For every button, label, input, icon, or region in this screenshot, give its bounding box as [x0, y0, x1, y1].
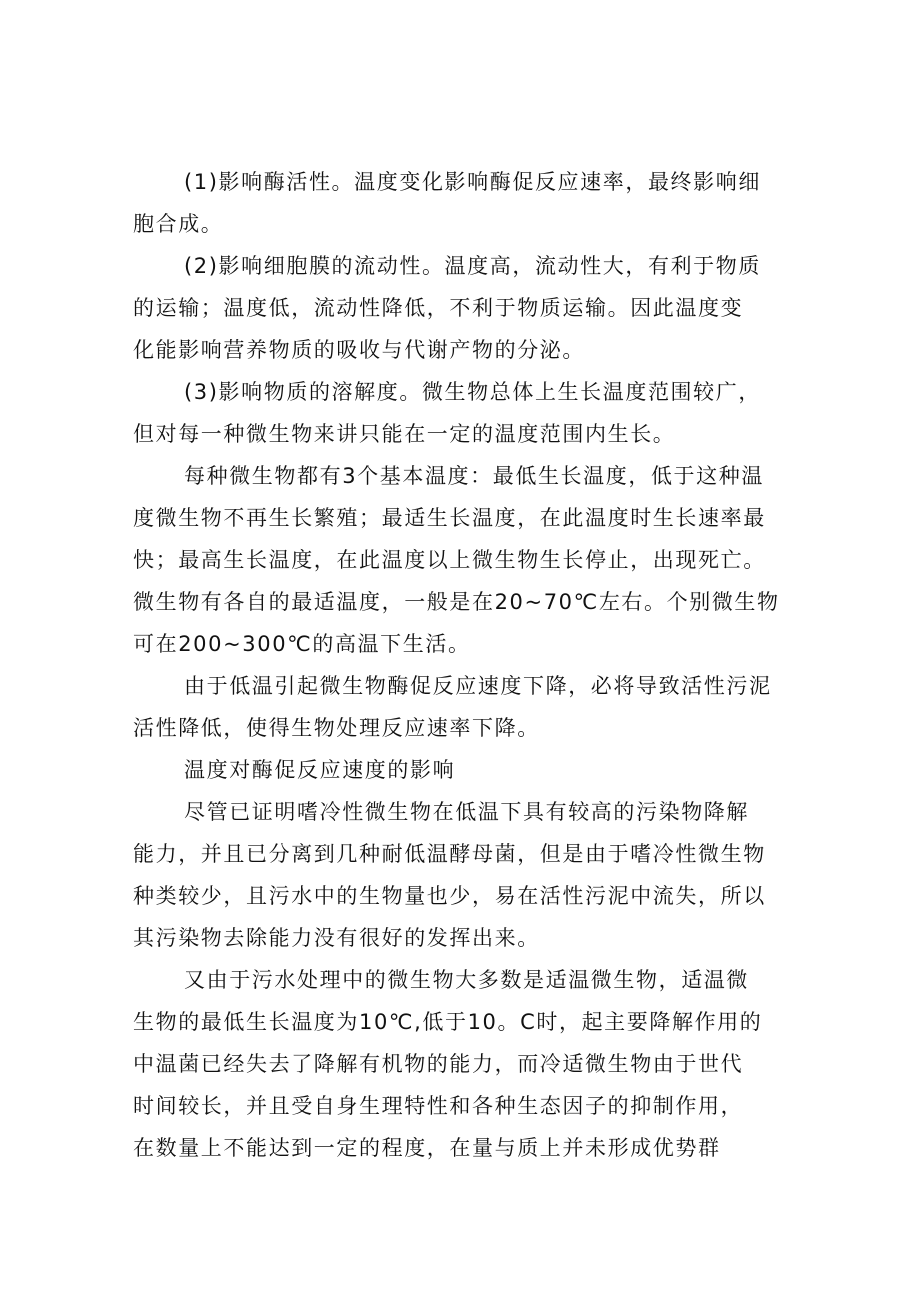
text-line-16: 尽管已证明嗜冷性微生物在低温下具有较高的污染物降解	[184, 800, 749, 824]
text-line-22: 中温菌已经失去了降解有机物的能力，而冷适微生物由于世代	[133, 1052, 744, 1076]
text-line-13: 由于低温引起微生物酶促反应速度下降，必将导致活性污泥	[184, 674, 772, 698]
text-line-9: 度微生物不再生长繁殖；最适生长温度，在此温度时生长速率最	[133, 506, 766, 530]
text-line-24: 在数量上不能达到一定的程度，在量与质上并未形成优势群	[133, 1136, 721, 1160]
text-line-2: 胞合成。	[133, 212, 224, 236]
text-line-8: 每种微生物都有3个基本温度：最低生长温度，低于这种温	[184, 464, 764, 488]
text-line-7: 但对每一种微生物来讲只能在一定的温度范围内生长。	[133, 422, 676, 446]
text-line-19: 其污染物去除能力没有很好的发挥出来。	[133, 926, 540, 950]
text-line-20: 又由于污水处理中的微生物大多数是适温微生物，适温微	[184, 968, 749, 992]
text-line-14: 活性降低，使得生物处理反应速率下降。	[133, 716, 540, 740]
text-line-15: 温度对酶促反应速度的影响	[184, 758, 456, 782]
text-line-6: (3)影响物质的溶解度。微生物总体上生长温度范围较广，	[184, 380, 761, 404]
text-line-18: 种类较少，且污水中的生物量也少，易在活性污泥中流失，所以	[133, 884, 766, 908]
text-line-3: (2)影响细胞膜的流动性。温度高，流动性大，有利于物质	[184, 254, 761, 278]
text-line-5: 化能影响营养物质的吸收与代谢产物的分泌。	[133, 338, 585, 362]
text-line-21: 生物的最低生长温度为10℃,低于10。C时，起主要降解作用的	[133, 1010, 763, 1034]
text-line-12: 可在200~300℃的高温下生活。	[133, 632, 471, 656]
text-line-4: 的运输；温度低，流动性降低，不利于物质运输。因此温度变	[133, 296, 744, 320]
text-line-11: 微生物有各自的最适温度，一般是在20~70℃左右。个别微生物	[133, 590, 780, 614]
text-line-17: 能力，并且已分离到几种耐低温酵母菌，但是由于嗜冷性微生物	[133, 842, 766, 866]
text-line-23: 时间较长，并且受自身生理特性和各种生态因子的抑制作用，	[133, 1094, 744, 1118]
text-line-10: 快；最高生长温度，在此温度以上微生物生长停止，出现死亡。	[133, 548, 766, 572]
text-line-1: (1)影响酶活性。温度变化影响酶促反应速率，最终影响细	[184, 170, 761, 194]
